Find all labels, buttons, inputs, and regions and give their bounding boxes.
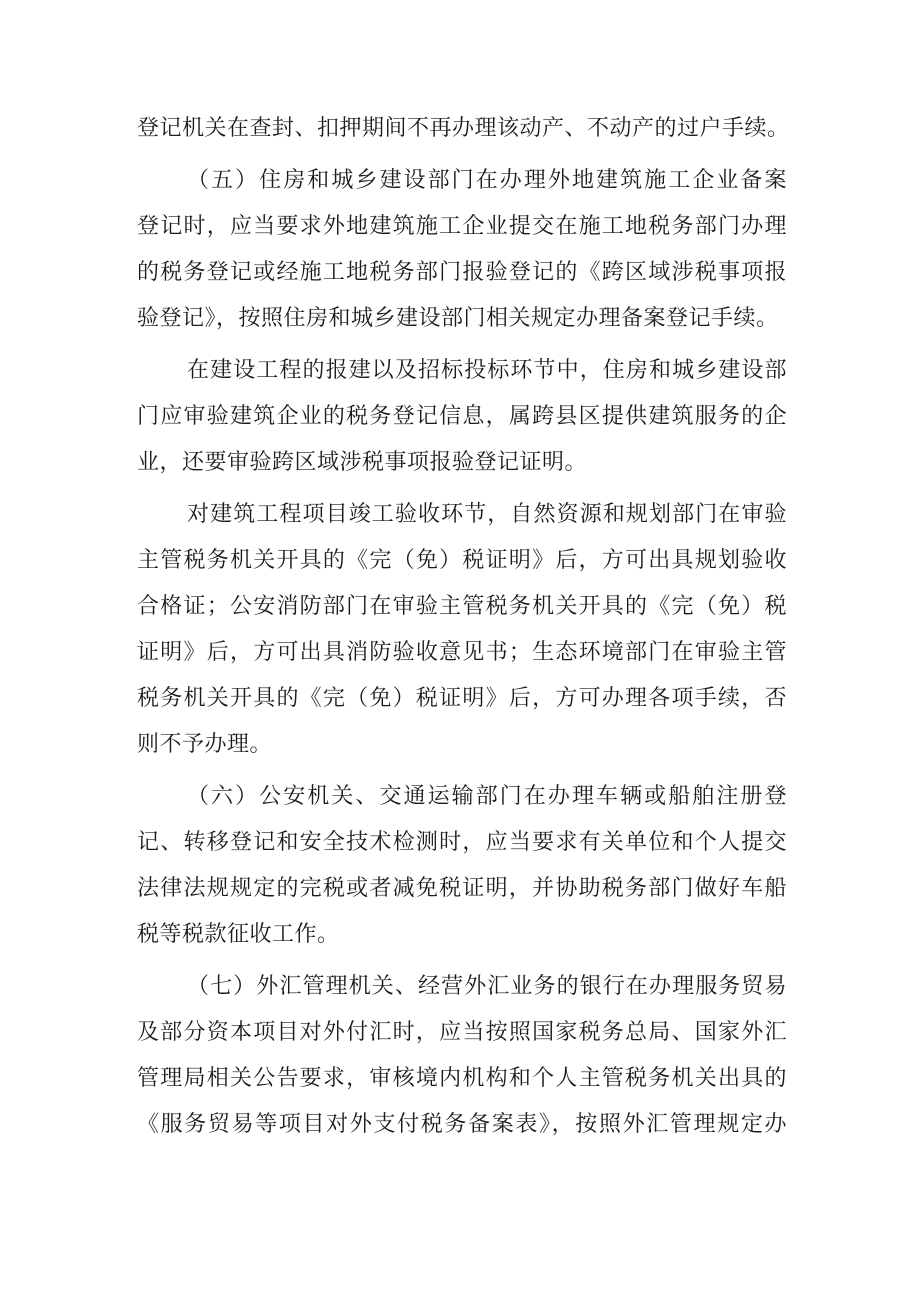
text-line: 主管税务机关开具的《完（免）税证明》后，方可出具规划验收 xyxy=(137,548,787,573)
text-line: 在建设工程的报建以及招标投标环节中，住房和城乡建设部 xyxy=(187,358,787,383)
text-line: 则不予办理。 xyxy=(137,732,273,757)
text-line: 对建筑工程项目竣工验收环节，自然资源和规划部门在审验 xyxy=(187,502,787,527)
text-line: 业，还要审验跨区域涉税事项报验登记证明。 xyxy=(137,450,588,475)
text-line: 及部分资本项目对外付汇时，应当按照国家税务总局、国家外汇 xyxy=(137,1020,787,1045)
text-line: 门应审验建筑企业的税务登记信息，属跨县区提供建筑服务的企 xyxy=(137,404,787,429)
text-line: 税等税款征收工作。 xyxy=(137,922,340,947)
text-line: （七）外汇管理机关、经营外汇业务的银行在办理服务贸易 xyxy=(187,974,787,999)
text-line: 验登记》，按照住房和城乡建设部门相关规定办理备案登记手续。 xyxy=(137,306,779,331)
text-line: 登记机关在查封、扣押期间不再办理该动产、不动产的过户手续。 xyxy=(137,116,790,141)
text-line: 证明》后，方可出具消防验收意见书；生态环境部门在审验主管 xyxy=(137,640,787,665)
text-line: 管理局相关公告要求，审核境内机构和个人主管税务机关出具的 xyxy=(137,1066,787,1091)
text-line: 登记时，应当要求外地建筑施工企业提交在施工地税务部门办理 xyxy=(137,214,787,239)
text-line: 税务机关开具的《完（免）税证明》后，方可办理各项手续，否 xyxy=(137,686,787,711)
text-line: （六）公安机关、交通运输部门在办理车辆或船舶注册登 xyxy=(187,784,787,809)
text-line: （五）住房和城乡建设部门在办理外地建筑施工企业备案 xyxy=(187,168,787,193)
text-line: 法律法规规定的完税或者减免税证明，并协助税务部门做好车船 xyxy=(137,876,787,901)
text-line: 的税务登记或经施工地税务部门报验登记的《跨区域涉税事项报 xyxy=(137,260,787,285)
text-line: 合格证；公安消防部门在审验主管税务机关开具的《完（免）税 xyxy=(137,594,787,619)
text-line: 记、转移登记和安全技术检测时，应当要求有关单位和个人提交 xyxy=(137,830,787,855)
text-line: 《服务贸易等项目对外支付税务备案表》，按照外汇管理规定办 xyxy=(137,1112,787,1137)
